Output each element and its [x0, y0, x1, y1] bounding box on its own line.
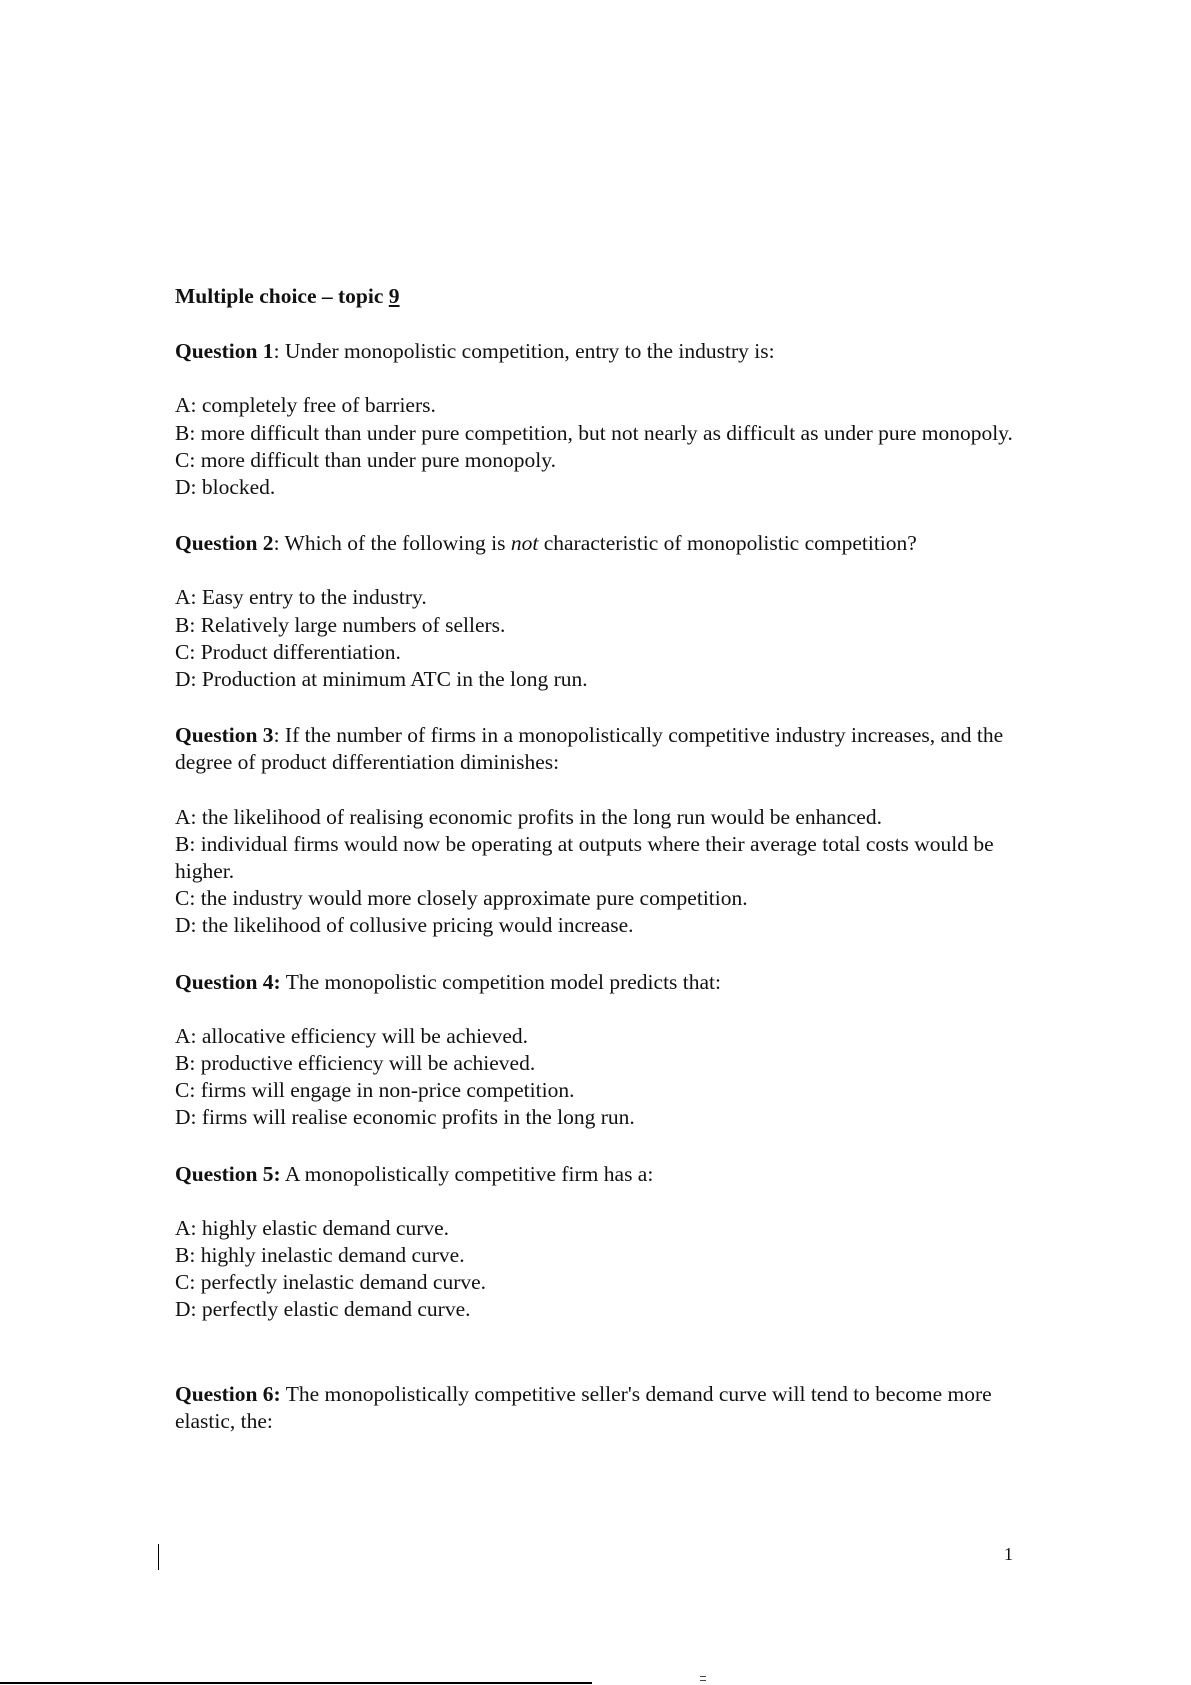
question-3-label: Question 3 — [175, 723, 274, 748]
question-3-options — [175, 804, 1035, 940]
question-6 — [175, 1381, 1035, 1435]
question-2-text-after: characteristic of monopolistic competition? — [538, 531, 917, 556]
question-5-options — [175, 1215, 1035, 1324]
question-2-label: Question 2 — [175, 531, 274, 556]
question-4-option-c: C: firms will engage in non-price competition. — [175, 1078, 575, 1103]
question-2-option-d: D: Production at minimum ATC in the long run. — [175, 667, 588, 692]
question-3-text: If the number of firms in a monopolistically competitive industry increases, and the degree of product differentiation diminishes: — [175, 723, 1004, 775]
question-3-separator: : — [273, 723, 280, 748]
question-1-text: Under monopolistic competition, entry to the industry is: — [279, 339, 775, 364]
question-5-text: A monopolistically competitive firm has a: — [280, 1161, 654, 1186]
question-4-text: The monopolistic competition model predicts that: — [280, 969, 721, 994]
question-4-option-a: A: allocative efficiency will be achieved. — [175, 1023, 528, 1048]
question-4 — [175, 969, 1035, 996]
question-3-option-b: B: individual firms would now be operating at outputs where their average total costs would be higher. — [175, 831, 994, 884]
question-3-option-c: C: the industry would more closely approximate pure competition. — [175, 886, 748, 911]
question-2-separator: : — [273, 531, 280, 556]
document-title-prefix: Multiple choice – topic — [175, 284, 389, 308]
question-4-options — [175, 1023, 1035, 1132]
question-2 — [175, 530, 1035, 557]
question-2-option-b: B: Relatively large numbers of sellers. — [175, 612, 506, 637]
page-content — [175, 283, 1035, 1435]
question-5-option-a: A: highly elastic demand curve. — [175, 1215, 450, 1240]
question-4-option-b: B: productive efficiency will be achieved. — [175, 1051, 536, 1076]
question-5-option-b: B: highly inelastic demand curve. — [175, 1243, 465, 1268]
question-1-option-b: B: more difficult than under pure competition, but not nearly as difficult as under pure monopoly. — [175, 420, 1013, 445]
question-1-options — [175, 392, 1035, 501]
question-3-option-a: A: the likelihood of realising economic profits in the long run would be enhanced. — [175, 804, 882, 829]
question-1-option-a: A: completely free of barriers. — [175, 393, 436, 418]
question-4-label: Question 4: — [175, 969, 281, 994]
footer-mark — [700, 1676, 706, 1681]
question-2-emphasis: not — [510, 531, 539, 556]
question-2-options — [175, 584, 1035, 693]
question-5 — [175, 1161, 1035, 1188]
question-3-option-d: D: the likelihood of collusive pricing would increase. — [175, 913, 634, 938]
question-5-label: Question 5: — [175, 1161, 281, 1186]
footer-rule — [0, 1682, 592, 1684]
topic-number: 9 — [388, 284, 400, 308]
question-1-label: Question 1 — [175, 339, 274, 364]
question-5-option-c: C: perfectly inelastic demand curve. — [175, 1270, 487, 1295]
page-number: 1 — [1004, 1544, 1013, 1564]
document-title — [175, 283, 1035, 310]
question-2-text-before: Which of the following is — [279, 531, 511, 556]
question-2-option-c: C: Product differentiation. — [175, 639, 401, 664]
revision-change-bar — [158, 1544, 159, 1570]
question-6-label: Question 6: — [175, 1381, 281, 1406]
question-2-option-a: A: Easy entry to the industry. — [175, 585, 427, 610]
question-1 — [175, 338, 1035, 365]
question-1-separator: : — [273, 339, 280, 364]
question-5-option-d: D: perfectly elastic demand curve. — [175, 1297, 471, 1322]
question-3 — [175, 722, 1035, 776]
question-6-text: The monopolistically competitive seller's demand curve will tend to become more elastic, the: — [175, 1381, 992, 1433]
question-4-option-d: D: firms will realise economic profits in the long run. — [175, 1105, 635, 1130]
question-1-option-c: C: more difficult than under pure monopoly. — [175, 447, 556, 472]
question-1-option-d: D: blocked. — [175, 475, 276, 500]
